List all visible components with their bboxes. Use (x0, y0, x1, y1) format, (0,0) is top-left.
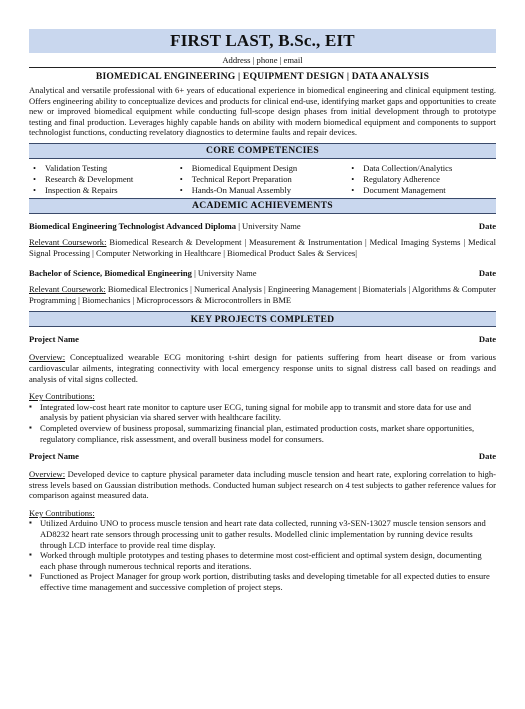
coursework-paragraph (29, 237, 496, 258)
competencies-column-1 (29, 163, 176, 196)
degree-name: Biomedical Engineering Technologist Advanced Diploma (29, 220, 237, 231)
coursework-label: Relevant Coursework: (29, 236, 107, 247)
education-title-row (29, 268, 496, 279)
education-date: Date (478, 220, 496, 231)
section-core-competencies (29, 143, 496, 159)
competency-item: • Regulatory Adherence (347, 174, 496, 185)
contributions-list (29, 518, 496, 592)
competency-item: • Research & Development (29, 174, 176, 185)
competency-item: • Document Management (347, 185, 496, 196)
project-name: Project Name (29, 334, 79, 345)
competency-item: • Biomedical Equipment Design (176, 163, 348, 174)
contributions-label: Key Contributions: (29, 391, 95, 402)
coursework-text: Biomedical Electronics | Numerical Analysis | Engineering Management | Biomaterials | Algorithms & Computer Programming | Biomechanics | Microprocessors & Microcontrollers in BME (29, 284, 496, 305)
summary-paragraph: Analytical and versatile professional with 6+ years of educational experience in biomedical engineering and clinical equipment testing. Offers engineering ability to conceptualize devices and products for clinical end-use, identifying market gaps and opportunities to create new or improved biomedical equipment while conducting full-scope design phases from initial development through to prototype testing and final production. Leverages highly capable hands on ability with modern biomedical equipment and components to support technologist functions, conducting revelatory diagnostics to determine faults and repair devices. (29, 85, 496, 138)
overview-text: Conceptualized wearable ECG monitoring t-shirt design for patients suffering from heart disease or from various cardiovascular ailments, integrating connectivity with local emergency response units to signal distress call based on readings and analysis of vital signs collected. (29, 352, 496, 384)
coursework-text: Biomedical Research & Development | Measurement & Instrumentation | Medical Imaging Systems | Medical Signal Processing | Computer Networking in Healthcare | Biomedical Product Sales & Services| (29, 236, 496, 258)
headline: BIOMEDICAL ENGINEERING | EQUIPMENT DESIGN | DATA ANALYSIS (95, 71, 430, 82)
section-academic-achievements (29, 198, 496, 214)
education-entry (29, 268, 496, 305)
competency-item: • Data Collection/Analytics (347, 163, 496, 174)
section-key-projects (29, 311, 496, 327)
project-entry (29, 334, 496, 444)
project-title-row (29, 334, 496, 345)
project-overview (29, 469, 496, 501)
competency-item: • Technical Report Preparation (176, 174, 348, 185)
project-date: Date (478, 334, 496, 345)
competencies-column-3 (347, 163, 496, 196)
project-name: Project Name (29, 451, 79, 462)
competency-item: • Hands-On Manual Assembly (176, 185, 348, 196)
competencies-column-2 (176, 163, 348, 196)
competency-item: • Inspection & Repairs (29, 185, 176, 196)
school-name: | University Name (191, 268, 257, 279)
contribution-item: ▪ Functioned as Project Manager for group work portion, distributing tasks and developing timetable for all expected duties to ensure effective time management and successive completion of project steps. (29, 571, 496, 592)
header-rule (29, 67, 496, 68)
section-title: KEY PROJECTS COMPLETED (190, 313, 335, 325)
project-entry (29, 451, 496, 593)
education-date: Date (478, 268, 496, 279)
coursework-paragraph (29, 284, 496, 305)
section-title: ACADEMIC ACHIEVEMENTS (192, 200, 333, 212)
degree-name: Bachelor of Science, Biomedical Engineering (29, 268, 192, 279)
competency-item: • Validation Testing (29, 163, 176, 174)
coursework-label: Relevant Coursework: (29, 284, 106, 295)
candidate-name: FIRST LAST, B.Sc., EIT (170, 31, 355, 50)
education-entry (29, 221, 496, 258)
contribution-item: ▪ Worked through multiple prototypes and testing phases to determine most cost-efficient and optimal system design, documenting each phase through numerous technical reports and iterations. (29, 550, 496, 571)
resume-page (0, 29, 525, 709)
education-title-row (29, 221, 496, 232)
contact-line: Address | phone | email (222, 55, 303, 65)
overview-label: Overview: (29, 469, 66, 480)
contribution-item: ▪ Integrated low-cost heart rate monitor to capture user ECG, tuning signal for mobile app to transmit and store data for use and analysis by patient physician via shared server with healthcare facility. (29, 402, 496, 423)
overview-text: Developed device to capture physical parameter data including muscle tension and heart rate, exploring correlation to high-stress levels based on Gaussian distribution methods. Conducted human subject research on 4 test subjects to gather reference values for comparison against measured data. (29, 469, 496, 501)
section-title: CORE COMPETENCIES (205, 145, 320, 157)
contribution-item: ▪ Completed overview of business proposal, summarizing financial plan, estimated production costs, market share opportunities, regulatory compliance, risk assessment, and overall business model for consumers. (29, 423, 496, 444)
project-date: Date (478, 451, 496, 462)
contributions-label: Key Contributions: (29, 507, 95, 518)
project-title-row (29, 451, 496, 462)
contribution-item: ▪ Utilized Arduino UNO to process muscle tension and heart rate data collected, running v3-SEN-13027 muscle tension sensors and AD8232 heart rate sensors through processing unit to gather results. Modelled clinic implementation by running device results through LCD interface to provide real time display. (29, 518, 496, 550)
contributions-list (29, 402, 496, 444)
overview-label: Overview: (29, 352, 66, 363)
name-banner (29, 29, 496, 53)
school-name: | University Name (236, 220, 301, 231)
competencies-grid (29, 163, 496, 196)
project-overview (29, 352, 496, 384)
